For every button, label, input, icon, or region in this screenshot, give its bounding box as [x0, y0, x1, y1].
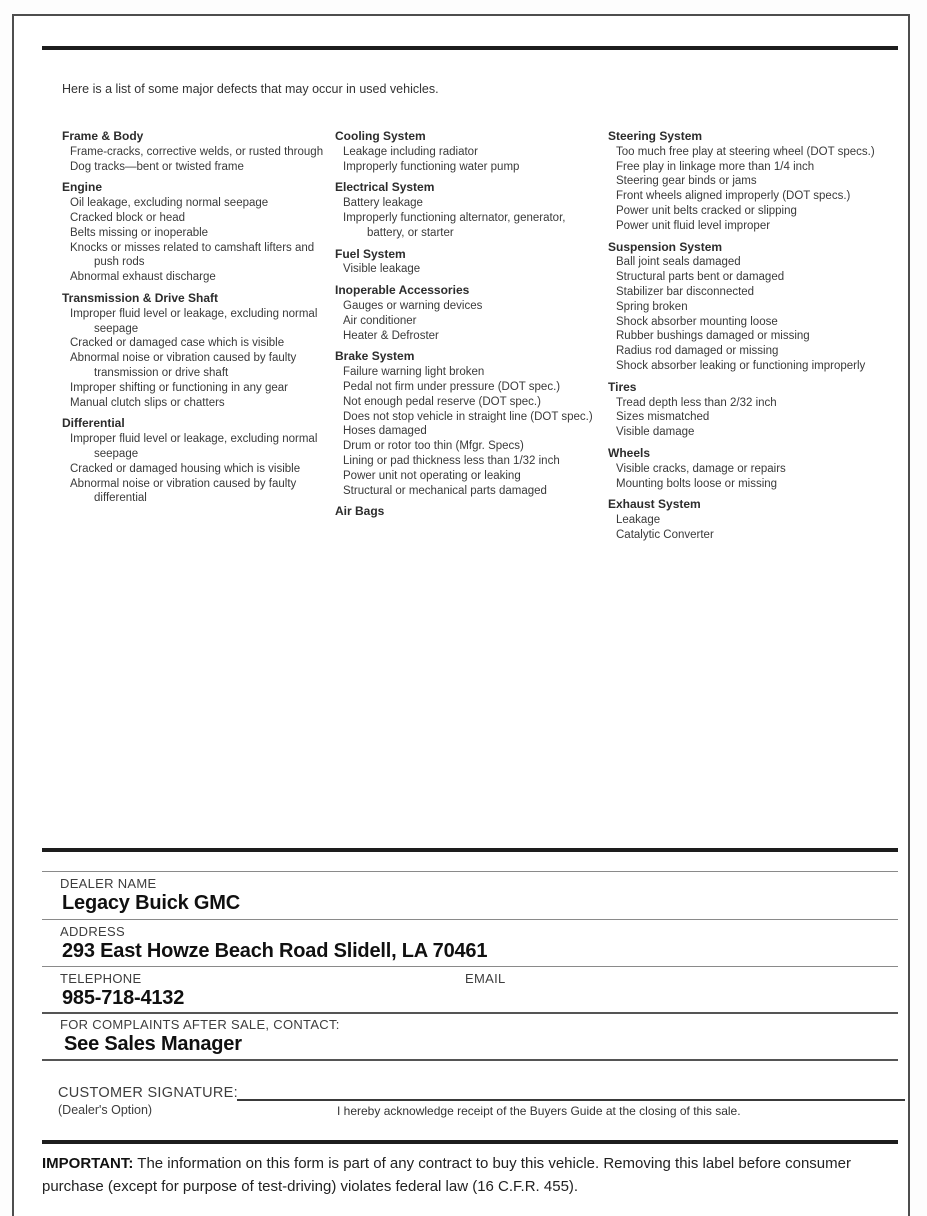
top-divider-rule — [42, 46, 898, 50]
defect-item: Abnormal noise or vibration caused by faulty transmission or drive shaft — [70, 352, 297, 379]
defect-item: Knocks or misses related to camshaft lifters and push rods — [70, 241, 315, 269]
dealer-name-value[interactable]: Legacy Buick GMC — [62, 892, 240, 914]
dealer-name-label: DEALER NAME — [60, 876, 157, 891]
defect-item: Structural or mechanical parts damaged — [343, 484, 547, 497]
defect-item: Oil leakage, excluding normal seepage — [70, 197, 269, 210]
defect-item: Leakage including radiator — [343, 145, 478, 158]
defect-item: Steering gear binds or jams — [616, 175, 757, 188]
defect-section-heading: Transmission & Drive Shaft — [62, 290, 219, 305]
address-label: ADDRESS — [60, 924, 125, 939]
defect-item: Manual clutch slips or chatters — [70, 396, 225, 409]
acknowledgement-text: I hereby acknowledge receipt of the Buyers Guide at the closing of this sale. — [337, 1104, 741, 1118]
defects-column — [608, 129, 892, 543]
defect-item: Air conditioner — [343, 314, 417, 327]
defect-item: Abnormal noise or vibration caused by faulty differential — [70, 477, 297, 505]
defect-item: Visible damage — [616, 426, 695, 439]
defect-item: Too much free play at steering wheel (DOT specs.) — [616, 145, 875, 158]
defect-item: Cracked or damaged housing which is visible — [70, 462, 301, 475]
defect-item: Leakage — [616, 514, 661, 527]
defect-item: Mounting bolts loose or missing — [616, 477, 778, 490]
defect-item: Improperly functioning water pump — [343, 160, 520, 173]
form-divider-rule — [42, 848, 898, 852]
defect-item: Front wheels aligned improperly (DOT specs.) — [616, 190, 851, 203]
defect-item: Shock absorber mounting loose — [616, 315, 778, 328]
customer-signature-line[interactable] — [237, 1099, 905, 1101]
defect-item: Pedal not firm under pressure (DOT spec.) — [343, 380, 561, 393]
defect-section-heading: Tires — [608, 379, 637, 394]
complaints-label: FOR COMPLAINTS AFTER SALE, CONTACT: — [60, 1017, 340, 1032]
defect-item: Visible cracks, damage or repairs — [616, 462, 786, 475]
defect-item: Cracked or damaged case which is visible — [70, 337, 285, 350]
defect-item: Frame-cracks, corrective welds, or rusted through — [70, 145, 324, 158]
telephone-value[interactable]: 985-718-4132 — [62, 987, 185, 1009]
defect-item: Structural parts bent or damaged — [616, 271, 785, 284]
defect-item: Ball joint seals damaged — [616, 256, 741, 269]
intro-text: Here is a list of some major defects that may occur in used vehicles. — [62, 82, 439, 96]
defect-item: Battery leakage — [343, 197, 423, 210]
defect-item: Cracked block or head — [70, 211, 186, 224]
important-label: IMPORTANT: — [42, 1155, 134, 1172]
defect-section-heading: Brake System — [335, 349, 415, 364]
defect-section-heading: Suspension System — [608, 239, 723, 254]
defect-section-heading: Differential — [62, 416, 125, 431]
bottom-divider-rule — [42, 1140, 898, 1144]
defect-section-heading: Exhaust System — [608, 497, 701, 512]
defect-item: Shock absorber leaking or functioning improperly — [616, 359, 866, 372]
defect-section-heading: Inoperable Accessories — [335, 283, 470, 298]
defect-item: Rubber bushings damaged or missing — [616, 330, 810, 343]
defects-column — [62, 129, 328, 506]
important-text: The information on this form is part of any contract to buy this vehicle. Removing this label before consumer purchase (except for purpose of test-driving) violates federal law (16 C.F.R. 455). — [42, 1155, 851, 1196]
defect-section-heading: Fuel System — [335, 246, 406, 261]
address-value[interactable]: 293 East Howze Beach Road Slidell, LA 70461 — [62, 940, 488, 962]
telephone-label: TELEPHONE — [60, 971, 142, 986]
defect-item: Improper fluid level or leakage, excluding normal seepage — [70, 433, 318, 460]
defect-item: Spring broken — [616, 300, 688, 313]
defect-item: Visible leakage — [343, 263, 421, 276]
defect-section-heading: Air Bags — [335, 504, 385, 519]
defect-section-heading: Cooling System — [335, 129, 426, 143]
defect-section-heading: Electrical System — [335, 180, 435, 195]
defects-column — [335, 129, 601, 520]
defect-item: Abnormal exhaust discharge — [70, 271, 216, 284]
field-rule — [42, 1012, 898, 1014]
field-rule — [42, 871, 898, 872]
defect-item: Hoses damaged — [343, 425, 427, 438]
complaints-value[interactable]: See Sales Manager — [64, 1033, 242, 1055]
defect-item: Belts missing or inoperable — [70, 226, 209, 239]
defect-item: Gauges or warning devices — [343, 299, 483, 312]
email-label: EMAIL — [465, 971, 506, 986]
defect-item: Free play in linkage more than 1/4 inch — [616, 160, 815, 173]
defect-section-heading: Frame & Body — [62, 129, 144, 143]
field-rule — [42, 1059, 898, 1061]
customer-signature-label: CUSTOMER SIGNATURE: — [58, 1085, 238, 1101]
defect-item: Does not stop vehicle in straight line (DOT spec.) — [343, 410, 593, 423]
defect-item: Improper shifting or functioning in any gear — [70, 381, 288, 394]
defect-item: Heater & Defroster — [343, 329, 439, 342]
defect-item: Lining or pad thickness less than 1/32 inch — [343, 454, 560, 467]
defect-section-heading: Steering System — [608, 129, 703, 143]
defect-item: Improperly functioning alternator, generator, battery, or starter — [343, 211, 566, 239]
defect-item: Dog tracks—bent or twisted frame — [70, 160, 244, 173]
defect-item: Not enough pedal reserve (DOT spec.) — [343, 395, 541, 408]
defect-item: Failure warning light broken — [343, 366, 485, 379]
defect-item: Power unit belts cracked or slipping — [616, 204, 797, 217]
defect-item: Sizes mismatched — [616, 411, 710, 424]
important-notice — [42, 1152, 892, 1199]
defect-item: Power unit not operating or leaking — [343, 469, 521, 482]
defect-item: Radius rod damaged or missing — [616, 345, 779, 358]
defect-item: Drum or rotor too thin (Mfgr. Specs) — [343, 440, 524, 453]
defect-item: Tread depth less than 2/32 inch — [616, 396, 777, 409]
defect-item: Catalytic Converter — [616, 528, 714, 541]
field-rule — [42, 919, 898, 920]
defect-section-heading: Wheels — [608, 445, 651, 460]
defect-item: Power unit fluid level improper — [616, 219, 771, 232]
defect-item: Improper fluid level or leakage, excluding normal seepage — [70, 307, 318, 335]
defect-section-heading: Engine — [62, 180, 103, 195]
defect-item: Stabilizer bar disconnected — [616, 285, 755, 298]
field-rule — [42, 966, 898, 967]
dealers-option-note: (Dealer's Option) — [58, 1103, 153, 1117]
